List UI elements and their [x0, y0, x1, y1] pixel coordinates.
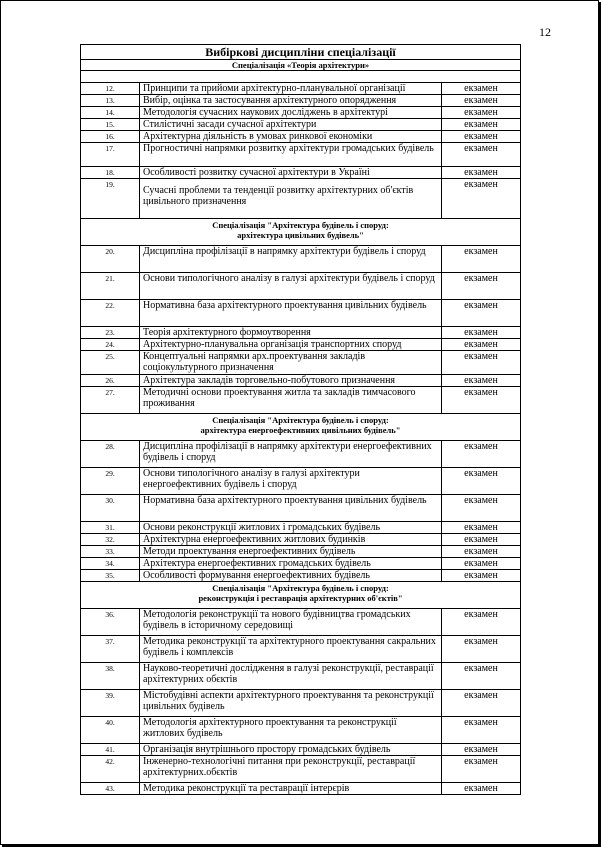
table-row	[81, 717, 521, 744]
discipline-name: Основи реконструкції житлових і громадських будівель	[140, 522, 442, 534]
control-form: екзамен	[442, 179, 521, 219]
control-form: екзамен	[442, 441, 521, 468]
table-row	[81, 131, 521, 143]
control-form: екзамен	[442, 534, 521, 546]
section-heading-0: Спеціалізація «Теорія архітектури»	[81, 60, 521, 71]
table-row	[81, 143, 521, 167]
control-form: екзамен	[442, 339, 521, 351]
section-heading-1	[81, 219, 521, 246]
row-number: 26.	[81, 375, 140, 387]
control-form: екзамен	[442, 167, 521, 179]
control-form: екзамен	[442, 246, 521, 273]
discipline-name: Науково-теоретичні дослідження в галузі реконструкції, реставрації архітектурних обєктів	[140, 663, 442, 690]
discipline-name: Архітектура закладів торговельно-побутового призначення	[140, 375, 442, 387]
control-form: екзамен	[442, 570, 521, 582]
table-row	[81, 558, 521, 570]
discipline-name: Інженерно-технологічні питання при реконструкції, реставрації архітектурних.обєктів	[140, 756, 442, 783]
table-row	[81, 107, 521, 119]
control-form: екзамен	[442, 273, 521, 300]
row-number: 35.	[81, 570, 140, 582]
table-title: Вибіркові дисципліни спеціалізації	[81, 45, 521, 60]
control-form: екзамен	[442, 119, 521, 131]
discipline-name: Методика реконструкції та архітектурного проектування сакральних будівель і комплексів	[140, 636, 442, 663]
table-row	[81, 636, 521, 663]
row-number: 27.	[81, 387, 140, 414]
row-number: 38.	[81, 663, 140, 690]
row-number: 12.	[81, 83, 140, 95]
control-form: екзамен	[442, 558, 521, 570]
discipline-name: Теорія архітектурного формоутворення	[140, 327, 442, 339]
discipline-name: Методологія архітектурного проектування та реконструкції житлових будівель	[140, 717, 442, 744]
control-form: екзамен	[442, 95, 521, 107]
section-heading-line: архітектура енергоефективних цивільних будівель"	[200, 425, 401, 435]
discipline-name: Організація внутрішнього простору громадських будівель	[140, 744, 442, 756]
control-form: екзамен	[442, 327, 521, 339]
disciplines-table	[80, 44, 521, 795]
row-number: 41.	[81, 744, 140, 756]
table-row	[81, 179, 521, 219]
table-row	[81, 609, 521, 636]
table-row	[81, 300, 521, 327]
section-heading-3	[81, 582, 521, 609]
row-number: 14.	[81, 107, 140, 119]
table-row	[81, 495, 521, 522]
row-number: 28.	[81, 441, 140, 468]
control-form: екзамен	[442, 744, 521, 756]
row-number: 19.	[81, 179, 140, 219]
row-number: 36.	[81, 609, 140, 636]
section-heading-line: Спеціалізація "Архітектура будівель і споруд:	[212, 415, 389, 425]
control-form: екзамен	[442, 783, 521, 795]
discipline-name: Принципи та прийоми архітектурно-планувальної організації	[140, 83, 442, 95]
discipline-name: Архітектурно-планувальна організація транспортних споруд	[140, 339, 442, 351]
row-number: 16.	[81, 131, 140, 143]
row-number: 43.	[81, 783, 140, 795]
table-row	[81, 83, 521, 95]
row-number: 40.	[81, 717, 140, 744]
row-number: 34.	[81, 558, 140, 570]
discipline-name: Архітектурна енергоефективних житлових будинків	[140, 534, 442, 546]
control-form: екзамен	[442, 717, 521, 744]
row-number: 30.	[81, 495, 140, 522]
control-form: екзамен	[442, 468, 521, 495]
discipline-name: Методологія реконструкції та нового будівництва громадських будівель в історичному середовищі	[140, 609, 442, 636]
row-number: 17.	[81, 143, 140, 167]
table-row	[81, 441, 521, 468]
control-form: екзамен	[442, 107, 521, 119]
table-row	[81, 570, 521, 582]
discipline-name: Особливості розвитку сучасної архітектури в Україні	[140, 167, 442, 179]
table-row	[81, 387, 521, 414]
control-form: екзамен	[442, 300, 521, 327]
table-row	[81, 783, 521, 795]
row-number: 21.	[81, 273, 140, 300]
control-form: екзамен	[442, 546, 521, 558]
row-number: 25.	[81, 351, 140, 375]
discipline-name: Основи типологічного аналізу в галузі архітектури енергоефективних будівель і споруд	[140, 468, 442, 495]
discipline-name: Концептуальні напрямки арх.проектування закладів соціокультурного призначення	[140, 351, 442, 375]
row-number: 31.	[81, 522, 140, 534]
row-number: 23.	[81, 327, 140, 339]
page-number: 12	[539, 25, 551, 39]
control-form: екзамен	[442, 636, 521, 663]
row-number: 24.	[81, 339, 140, 351]
table-row	[81, 95, 521, 107]
discipline-name: Дисципліна профілізації в напрямку архітектури енергоефективних будівель і споруд	[140, 441, 442, 468]
section-heading-line: реконструкція і реставрація архітектурних об'єктів"	[198, 593, 403, 603]
control-form: екзамен	[442, 495, 521, 522]
table-row	[81, 744, 521, 756]
section-heading-line: архітектура цивільних будівель"	[237, 230, 364, 240]
control-form: екзамен	[442, 387, 521, 414]
table-row	[81, 522, 521, 534]
row-number: 42.	[81, 756, 140, 783]
table-row	[81, 534, 521, 546]
discipline-name: Прогностичні напрямки розвитку архітектури громадських будівель	[140, 143, 442, 167]
table-row	[81, 468, 521, 495]
control-form: екзамен	[442, 609, 521, 636]
discipline-name: Нормативна база архітектурного проектування цивільних будівель	[140, 300, 442, 327]
row-number: 29.	[81, 468, 140, 495]
row-number: 37.	[81, 636, 140, 663]
table-row	[81, 375, 521, 387]
row-number: 13.	[81, 95, 140, 107]
control-form: екзамен	[442, 83, 521, 95]
row-number: 18.	[81, 167, 140, 179]
section-heading-line: Спеціалізація "Архітектура будівель і споруд:	[212, 583, 389, 593]
discipline-name: Нормативна база архітектурного проектування цивільних будівель	[140, 495, 442, 522]
spacer-row	[81, 71, 521, 83]
table-row	[81, 663, 521, 690]
discipline-name: Стилістичні засади сучасної архітектури	[140, 119, 442, 131]
discipline-name: Методика реконструкції та реставрації інтерєрів	[140, 783, 442, 795]
discipline-name: Методологія сучасних наукових досліджень в архітектурі	[140, 107, 442, 119]
table-row	[81, 119, 521, 131]
control-form: екзамен	[442, 131, 521, 143]
control-form: екзамен	[442, 690, 521, 717]
discipline-name: Вибір, оцінка та застосування архітектурного опорядження	[140, 95, 442, 107]
table-row	[81, 273, 521, 300]
row-number: 32.	[81, 534, 140, 546]
control-form: екзамен	[442, 663, 521, 690]
control-form: екзамен	[442, 756, 521, 783]
control-form: екзамен	[442, 351, 521, 375]
row-number: 22.	[81, 300, 140, 327]
discipline-name: Містобудівні аспекти архітектурного проектування та реконструкції цивільних будівель	[140, 690, 442, 717]
table-row	[81, 546, 521, 558]
discipline-name: Сучасні проблеми та тенденції розвитку архітектурних об'єктів цивільного призначення	[140, 179, 442, 219]
control-form: екзамен	[442, 522, 521, 534]
discipline-name: Методичні основи проектування житла та закладів тимчасового проживання	[140, 387, 442, 414]
section-heading-line: Спеціалізація "Архітектура будівель і споруд:	[212, 220, 389, 230]
section-heading-2	[81, 414, 521, 441]
table-row	[81, 690, 521, 717]
table-row	[81, 327, 521, 339]
discipline-name: Дисципліна профілізації в напрямку архітектури будівель і споруд	[140, 246, 442, 273]
table-row	[81, 167, 521, 179]
row-number: 15.	[81, 119, 140, 131]
table-row	[81, 351, 521, 375]
row-number: 20.	[81, 246, 140, 273]
discipline-name: Особливості формування енергоефективних будівель	[140, 570, 442, 582]
table-row	[81, 246, 521, 273]
discipline-name: Архітектурна діяльність в умовах ринкової економіки	[140, 131, 442, 143]
discipline-name: Основи типологічного аналізу в галузі архітектури будівель і споруд	[140, 273, 442, 300]
table-row	[81, 339, 521, 351]
control-form: екзамен	[442, 143, 521, 167]
table-row	[81, 756, 521, 783]
discipline-name: Архітектура енергоефективних громадських будівель	[140, 558, 442, 570]
row-number: 33.	[81, 546, 140, 558]
row-number: 39.	[81, 690, 140, 717]
control-form: екзамен	[442, 375, 521, 387]
discipline-name: Методи проектування енергоефективних будівель	[140, 546, 442, 558]
